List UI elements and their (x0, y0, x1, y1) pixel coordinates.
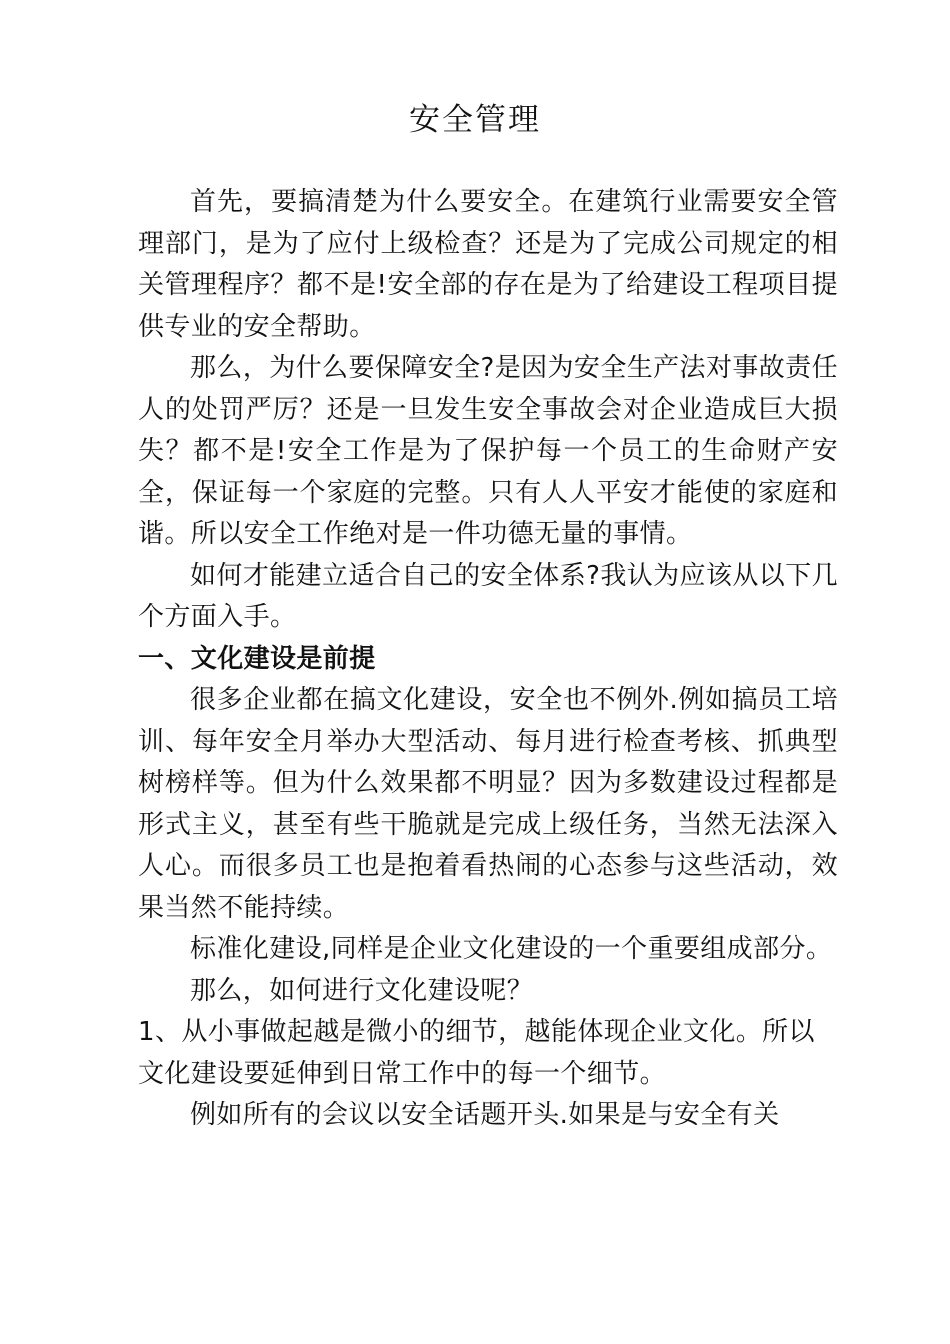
document-title: 安全管理 (409, 102, 541, 138)
section-heading-culture: 一、文化建设是前提 (138, 643, 376, 674)
list-item-small-things: 1、从小事做起越是微小的细节，越能体现企业文化。所以文化建设要延伸到日常工作中的每一个细节。 (138, 1017, 815, 1089)
paragraph-build-system: 如何才能建立适合自己的安全体系?我认为应该从以下几个方面入手。 (138, 560, 838, 632)
paragraph-protect-employees: 那么，为什么要保障安全?是因为安全生产法对事故责任人的处罚严厉？还是一旦发生安全事故会对企业造成巨大损失？都不是!安全工作是为了保护每一个员工的生命财产安全，保证每一个家庭的完整。只有人人平安才能使的家庭和谐。所以安全工作绝对是一件功德无量的事情。 (138, 353, 838, 549)
paragraph-culture-building: 很多企业都在搞文化建设，安全也不例外.例如搞员工培训、每年安全月举办大型活动、每月进行检查考核、抓典型树榜样等。但为什么效果都不明显？因为多数建设过程都是形式主义，甚至有些干脆就是完成上级任务，当然无法深入人心。而很多员工也是抱着看热闹的心态参与这些活动，效果当然不能持续。 (138, 685, 838, 923)
paragraph-standardization: 标准化建设,同样是企业文化建设的一个重要组成部分。那么，如何进行文化建设呢？ (190, 934, 833, 1006)
document-body (138, 182, 838, 1137)
paragraph-why-safety: 首先，要搞清楚为什么要安全。在建筑行业需要安全管理部门，是为了应付上级检查？还是为了完成公司规定的相关管理程序？都不是!安全部的存在是为了给建设工程项目提供专业的安全帮助。 (138, 187, 838, 342)
paragraph-meetings: 例如所有的会议以安全话题开头.如果是与安全有关 (190, 1100, 780, 1130)
